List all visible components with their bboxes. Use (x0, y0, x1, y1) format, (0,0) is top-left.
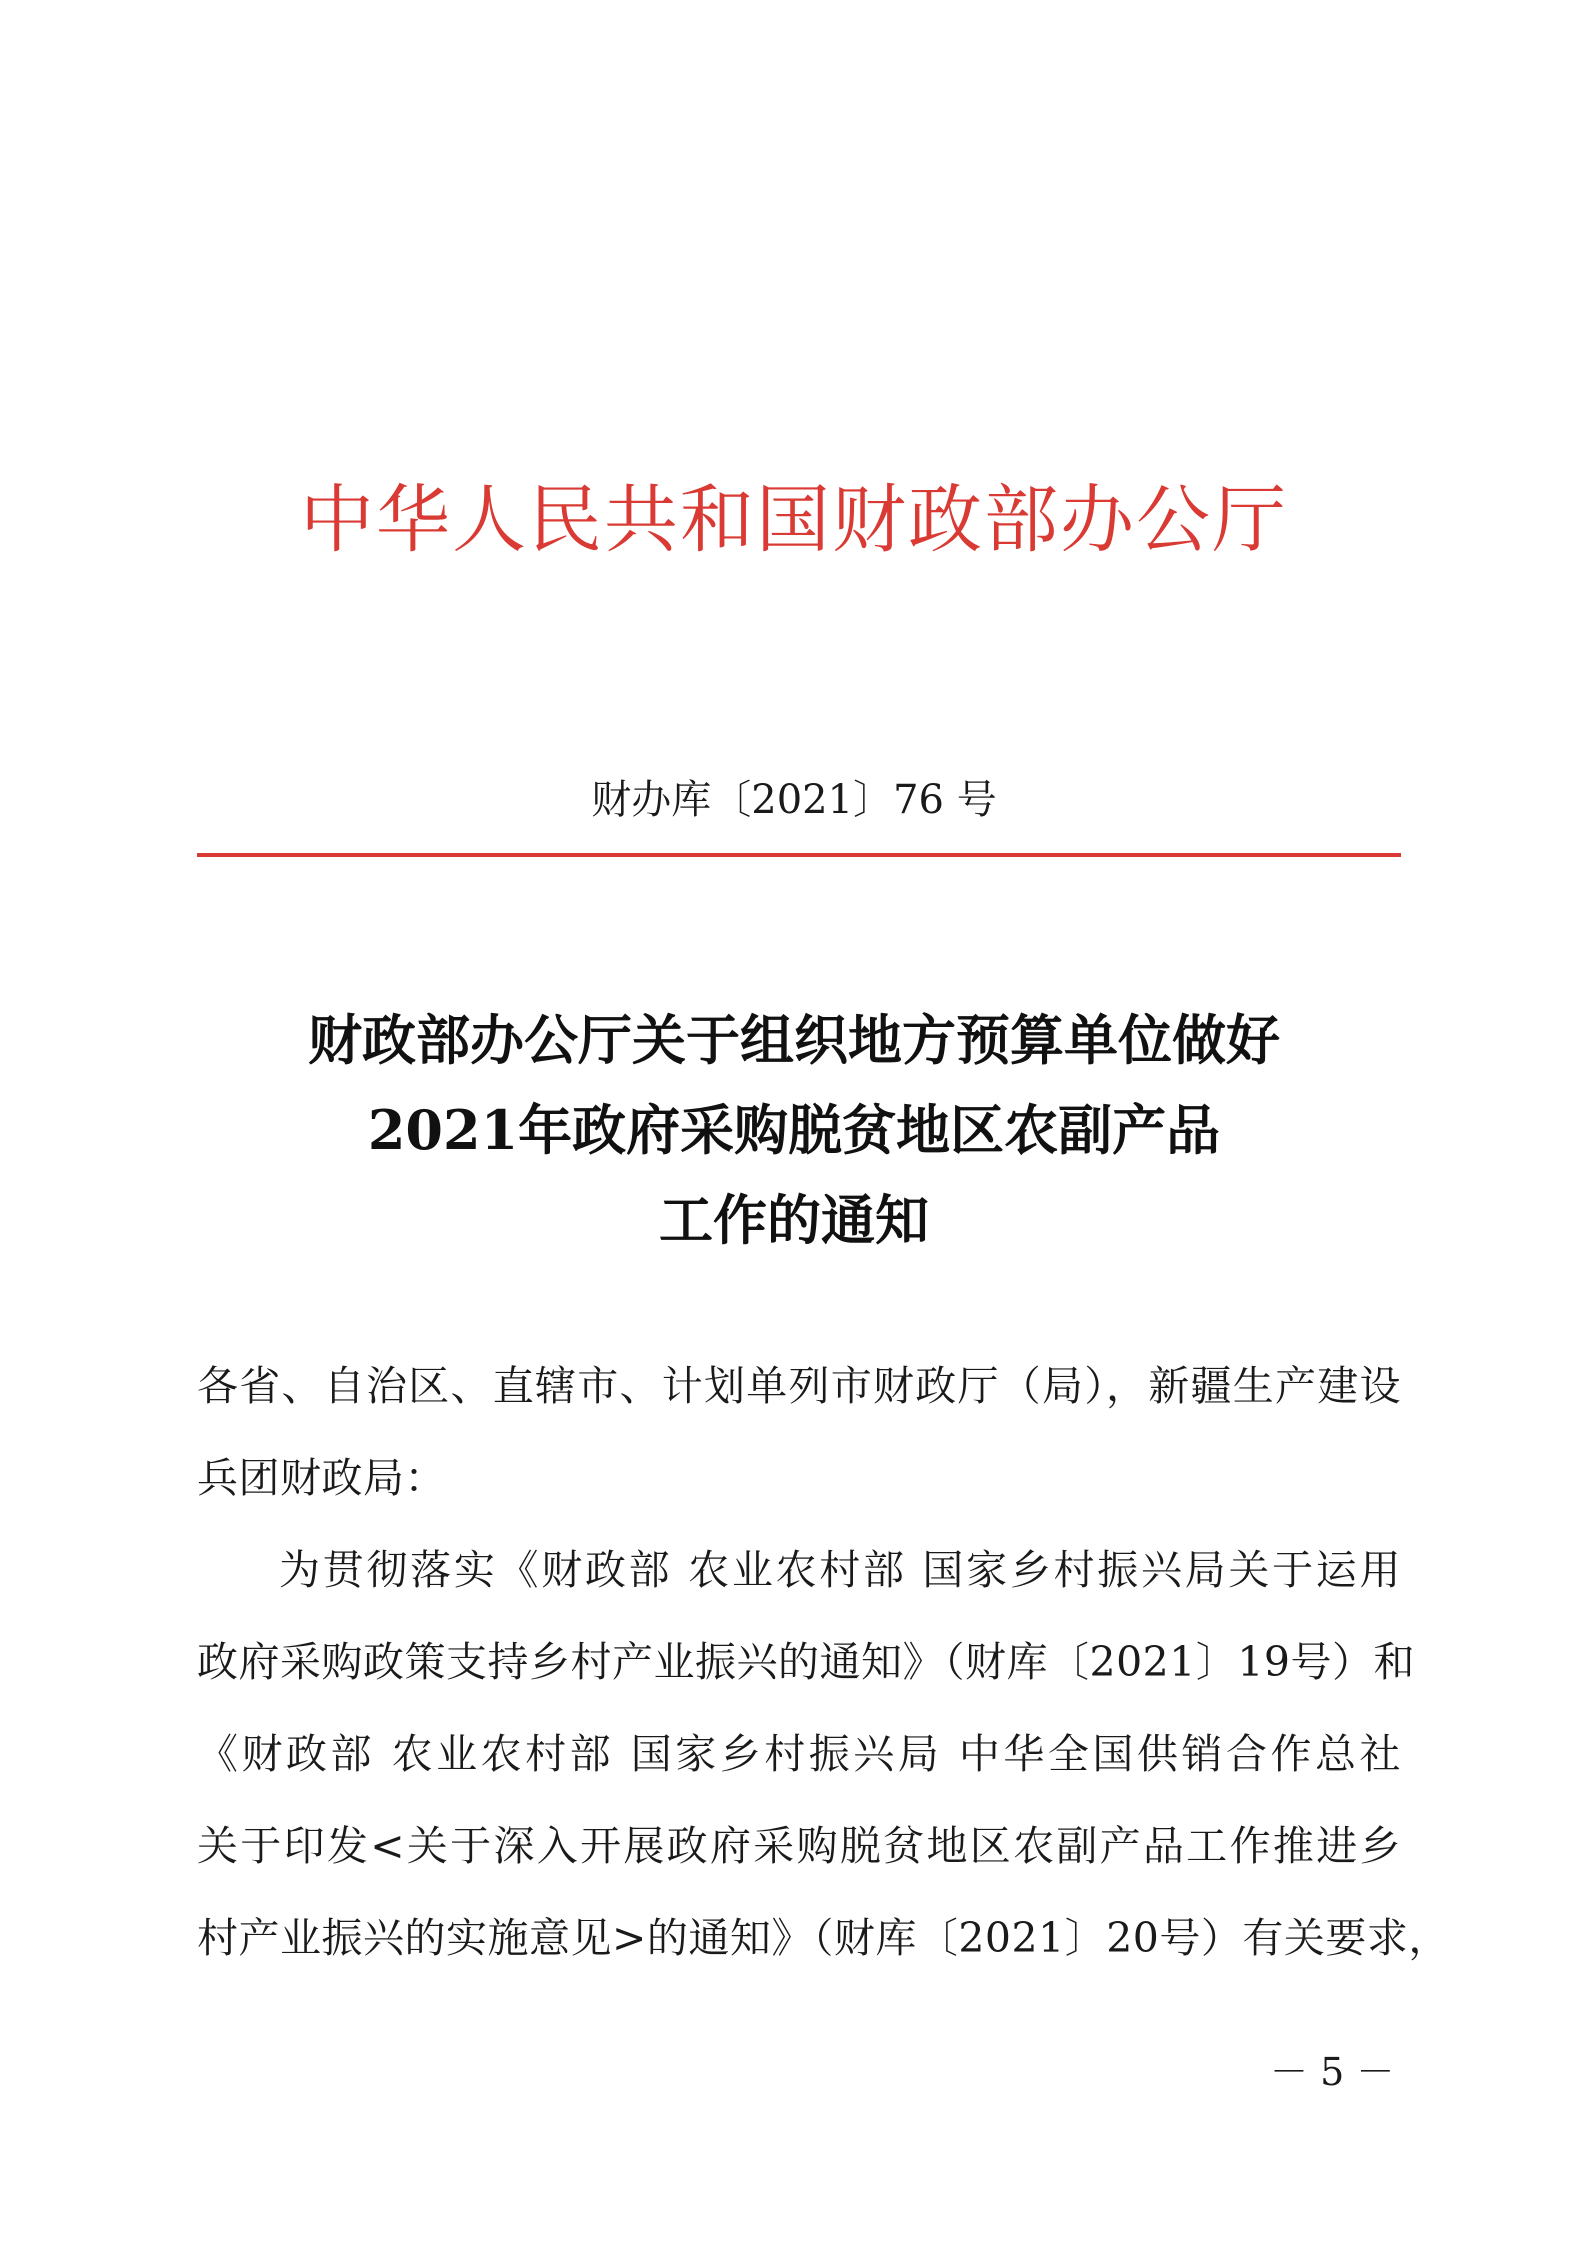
addressee-line: 各省、自治区、直辖市、计划单列市财政厅（局），新疆生产建设 (197, 1362, 1401, 1410)
addressee-line: 兵团财政局： (197, 1454, 446, 1502)
paragraph-line: 为贯彻落实《财政部 农业农村部 国家乡村振兴局关于运用 (279, 1546, 1401, 1594)
title-line: 2021年政府采购脱贫地区农副产品 (367, 1098, 1221, 1162)
addressee-block (197, 1340, 1401, 1524)
body-paragraph (197, 1524, 1450, 1984)
letterhead-org-name: 中华人民共和国财政部办公厅 (300, 477, 1288, 563)
page-number: － 5 － (1270, 2050, 1395, 2094)
paragraph-line: 《财政部 农业农村部 国家乡村振兴局 中华全国供销合作总社 (197, 1730, 1401, 1778)
red-divider-line (197, 853, 1401, 857)
paragraph-line: 村产业振兴的实施意见>的通知》（财库〔2021〕20号）有关要求， (197, 1914, 1450, 1962)
document-title (0, 995, 1588, 1265)
paragraph-line: 关于印发<关于深入开展政府采购脱贫地区农副产品工作推进乡 (197, 1822, 1401, 1870)
title-line: 财政部办公厅关于组织地方预算单位做好 (308, 1008, 1280, 1072)
document-number: 财办库〔2021〕76 号 (591, 777, 997, 823)
title-line: 工作的通知 (659, 1188, 929, 1252)
paragraph-line: 政府采购政策支持乡村产业振兴的通知》（财库〔2021〕19号）和 (197, 1638, 1416, 1686)
